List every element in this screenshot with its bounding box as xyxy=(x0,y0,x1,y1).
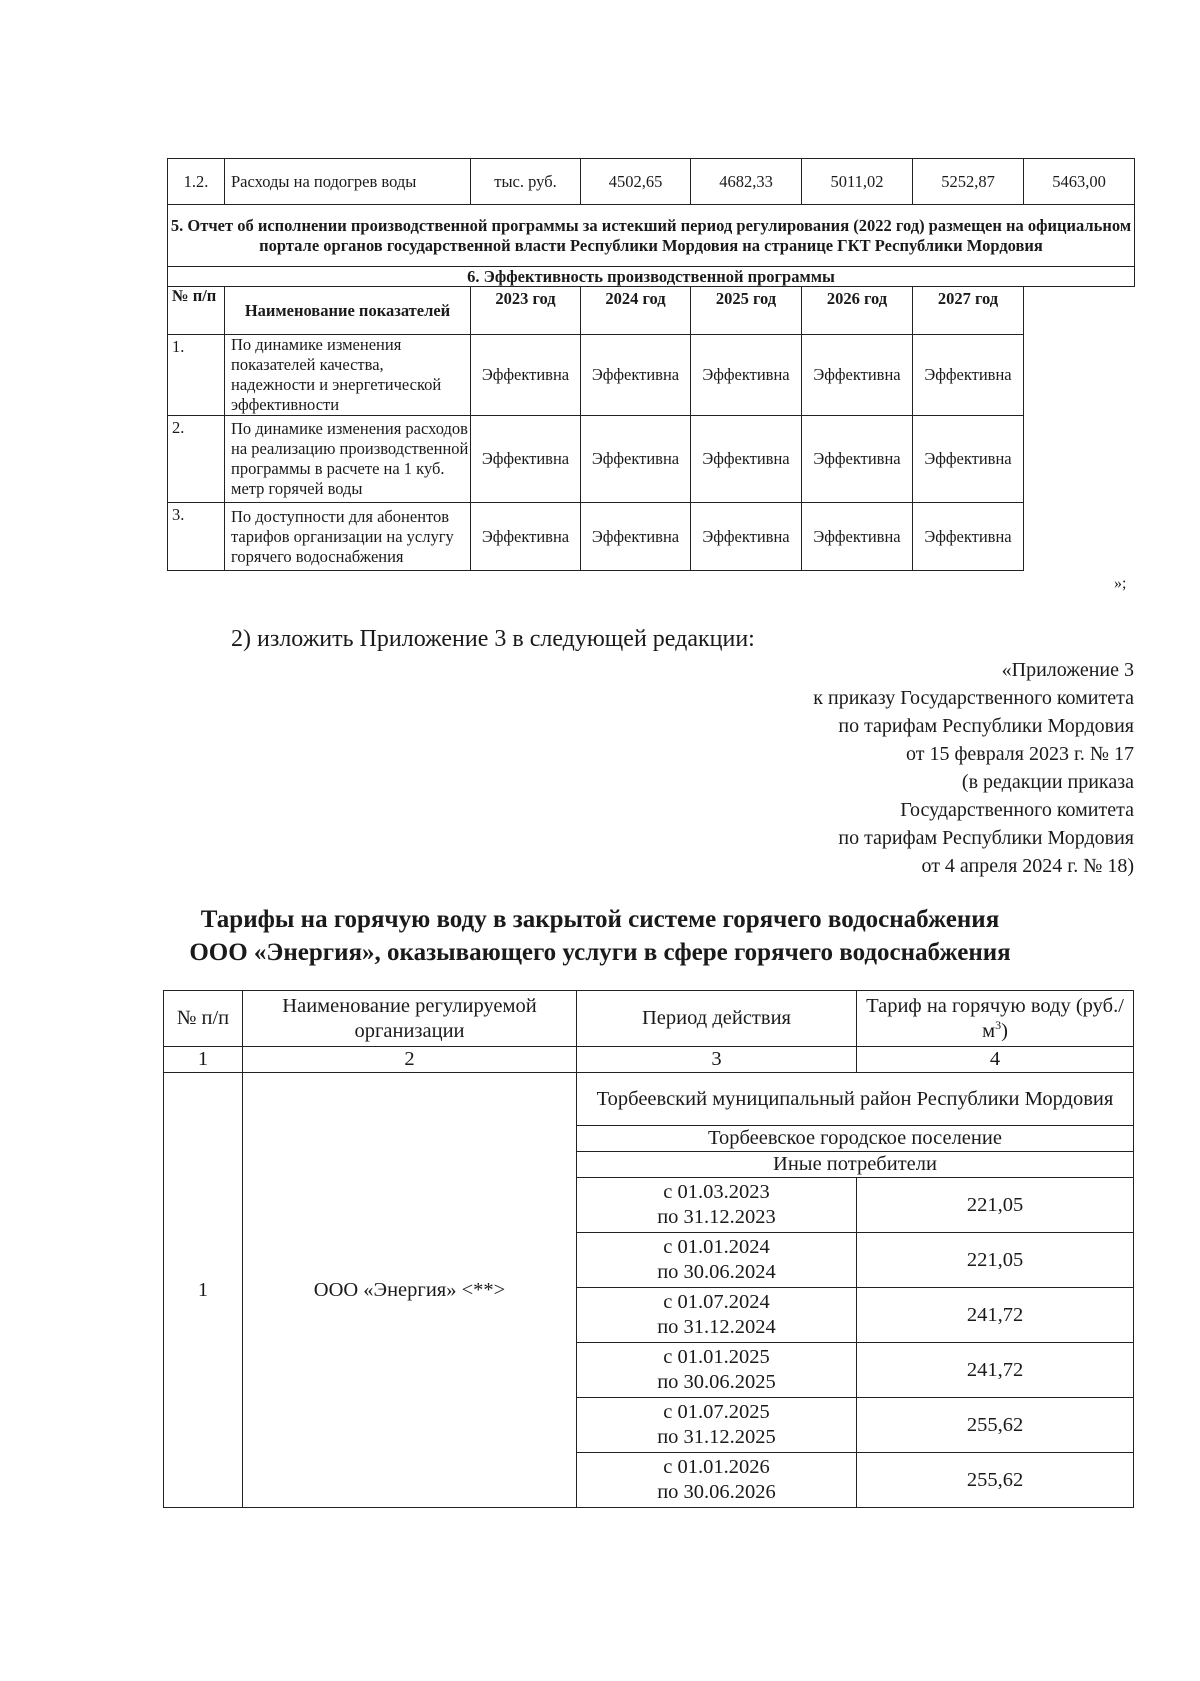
value-cell: Эффективна xyxy=(802,416,913,503)
amendment-instruction: 2) изложить Приложение 3 в следующей редакции: xyxy=(231,626,755,652)
appendix-line: по тарифам Республики Мордовия xyxy=(838,715,1134,737)
tariff-value: 241,72 xyxy=(857,1343,1134,1398)
consumer-group: Иные потребители xyxy=(577,1152,1134,1178)
column-number-row xyxy=(164,1047,1134,1073)
period-to: по 30.06.2024 xyxy=(657,1261,776,1283)
year-header: 2024 год xyxy=(581,287,691,335)
row-number: 1. xyxy=(168,335,225,416)
header-row xyxy=(164,991,1134,1047)
period-to: по 31.12.2023 xyxy=(657,1206,776,1228)
title-line-2: ООО «Энергия», оказывающего услуги в сфере горячего водоснабжения xyxy=(189,939,1011,966)
period-from: с 01.01.2024 xyxy=(663,1236,770,1258)
num-header: № п/п xyxy=(168,287,225,335)
value-cell: Эффективна xyxy=(581,416,691,503)
value-cell: 4502,65 xyxy=(581,159,691,205)
section-6-heading: 6. Эффективность производственной программы xyxy=(168,267,1135,287)
document-title xyxy=(0,903,1200,969)
value-cell: Эффективна xyxy=(913,503,1024,571)
value-cell: Эффективна xyxy=(691,503,802,571)
appendix-line: от 15 февраля 2023 г. № 17 xyxy=(905,743,1134,765)
value-cell: Эффективна xyxy=(471,335,581,416)
settlement-name: Торбеевское городское поселение xyxy=(577,1126,1134,1152)
period-to: по 30.06.2025 xyxy=(657,1371,776,1393)
period-from: с 01.01.2026 xyxy=(663,1456,770,1478)
year-header: 2025 год xyxy=(691,287,802,335)
period-cell xyxy=(577,1178,857,1233)
period-to: по 31.12.2025 xyxy=(657,1426,776,1448)
tariff-value: 221,05 xyxy=(857,1178,1134,1233)
tariff-header-end: ) xyxy=(1001,1019,1008,1042)
row-number: 2. xyxy=(168,416,225,503)
row-number: 3. xyxy=(168,503,225,571)
period-cell xyxy=(577,1398,857,1453)
value-cell: 4682,33 xyxy=(691,159,802,205)
table-row xyxy=(168,159,1135,205)
table-row xyxy=(168,416,1135,503)
section-5-heading: 5. Отчет об исполнении производственной программы за истекший период регулирования (2022 год) размещен на официальном портале органов государственной власти Республики Мордовия на странице ГКТ Республики Мордовия xyxy=(168,205,1135,267)
appendix-line: к приказу Государственного комитета xyxy=(813,687,1134,709)
table-row xyxy=(168,335,1135,416)
appendix-line: по тарифам Республики Мордовия xyxy=(838,827,1134,849)
period-from: с 01.01.2025 xyxy=(663,1346,770,1368)
period-cell xyxy=(577,1233,857,1288)
value-cell: Эффективна xyxy=(913,416,1024,503)
row-unit: тыс. руб. xyxy=(471,159,581,205)
row-name: По динамике изменения показателей качества, надежности и энергетической эффективности xyxy=(225,335,471,416)
col-number: 3 xyxy=(577,1047,857,1073)
appendix-reference xyxy=(634,656,1134,880)
appendix-line: Государственного комитета xyxy=(900,799,1134,821)
tariff-value: 255,62 xyxy=(857,1453,1134,1508)
row-number: 1 xyxy=(164,1073,243,1508)
value-cell: Эффективна xyxy=(581,335,691,416)
title-line-1: Тарифы на горячую воду в закрытой системе горячего водоснабжения xyxy=(200,906,1000,933)
period-from: с 01.07.2025 xyxy=(663,1401,770,1423)
tariff-value: 255,62 xyxy=(857,1398,1134,1453)
year-header: 2026 год xyxy=(802,287,913,335)
header-row xyxy=(168,287,1135,335)
value-cell: 5011,02 xyxy=(802,159,913,205)
tariff-header-sup: 3 xyxy=(995,1017,1002,1032)
appendix-line: «Приложение 3 xyxy=(1001,659,1134,681)
period-from: с 01.03.2023 xyxy=(663,1181,770,1203)
name-header: Наименование показателей xyxy=(225,287,471,335)
table-row xyxy=(168,503,1135,571)
production-program-table xyxy=(167,158,1135,571)
row-number: 1.2. xyxy=(168,159,225,205)
appendix-line: (в редакции приказа xyxy=(961,771,1134,793)
value-cell: Эффективна xyxy=(802,335,913,416)
period-cell xyxy=(577,1343,857,1398)
value-cell: Эффективна xyxy=(471,416,581,503)
tariff-table xyxy=(163,990,1134,1508)
tariff-value: 241,72 xyxy=(857,1288,1134,1343)
district-name: Торбеевский муниципальный район Республики Мордовия xyxy=(577,1073,1134,1126)
row-name: По доступности для абонентов тарифов организации на услугу горячего водоснабжения xyxy=(225,503,471,571)
row-name: По динамике изменения расходов на реализацию производственной программы в расчете на 1 куб. метр горячей воды xyxy=(225,416,471,503)
period-from: с 01.07.2024 xyxy=(663,1291,770,1313)
period-to: по 30.06.2026 xyxy=(657,1481,776,1503)
value-cell: Эффективна xyxy=(691,416,802,503)
row-name: Расходы на подогрев воды xyxy=(225,159,471,205)
col-number: 4 xyxy=(857,1047,1134,1073)
appendix-line: от 4 апреля 2024 г. № 18) xyxy=(921,855,1134,877)
period-cell xyxy=(577,1453,857,1508)
tariff-header-text: Тариф на горячую воду (руб./м xyxy=(866,994,1124,1042)
value-cell: 5252,87 xyxy=(913,159,1024,205)
closing-quote: »; xyxy=(1114,575,1127,592)
year-header: 2027 год xyxy=(913,287,1024,335)
value-cell: Эффективна xyxy=(691,335,802,416)
period-cell xyxy=(577,1288,857,1343)
period-to: по 31.12.2024 xyxy=(657,1316,776,1338)
value-cell: Эффективна xyxy=(913,335,1024,416)
table-row xyxy=(164,1073,1134,1126)
value-cell: Эффективна xyxy=(802,503,913,571)
org-name: ООО «Энергия» <**> xyxy=(243,1073,577,1508)
tariff-header xyxy=(857,991,1134,1047)
value-cell: Эффективна xyxy=(471,503,581,571)
period-header: Период действия xyxy=(577,991,857,1047)
value-cell: Эффективна xyxy=(581,503,691,571)
year-header: 2023 год xyxy=(471,287,581,335)
col-number: 1 xyxy=(164,1047,243,1073)
value-cell: 5463,00 xyxy=(1024,159,1135,205)
org-header: Наименование регулируемой организации xyxy=(243,991,577,1047)
tariff-value: 221,05 xyxy=(857,1233,1134,1288)
col-number: 2 xyxy=(243,1047,577,1073)
num-header: № п/п xyxy=(164,991,243,1047)
